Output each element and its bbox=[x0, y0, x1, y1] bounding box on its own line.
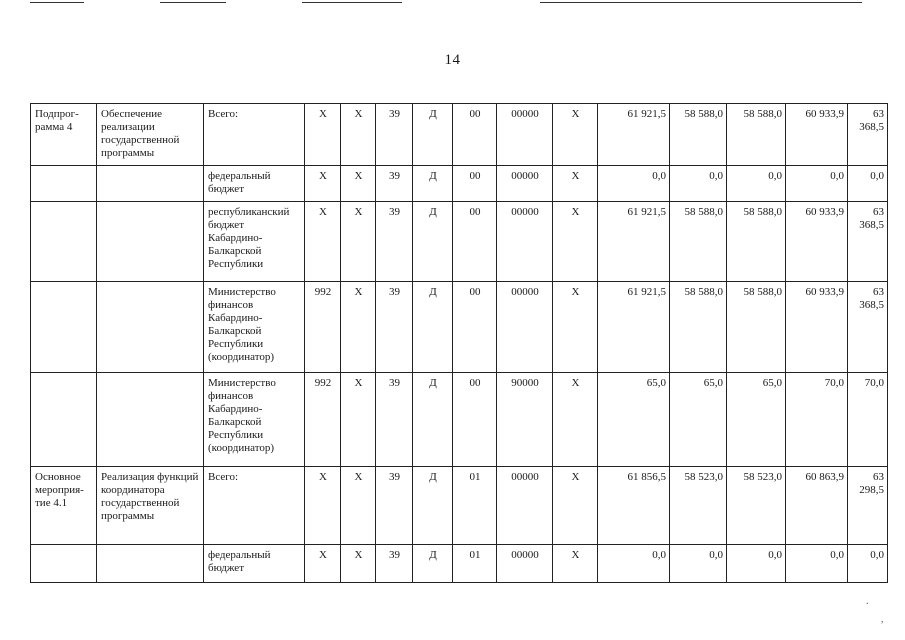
value-cell: 61 856,5 bbox=[598, 467, 670, 545]
code-program-cell: 39 bbox=[376, 467, 413, 545]
scan-mark: . bbox=[866, 596, 869, 607]
value-cell: 63 368,5 bbox=[848, 104, 888, 166]
value-cell: 70,0 bbox=[848, 373, 888, 467]
value-cell: 63 298,5 bbox=[848, 467, 888, 545]
table-body bbox=[31, 104, 888, 583]
value-cell: 61 921,5 bbox=[598, 104, 670, 166]
source-cell: федеральный бюджет bbox=[204, 166, 305, 202]
rz-cell: Х bbox=[341, 545, 376, 583]
code-direction-cell: 00000 bbox=[497, 202, 553, 282]
code-subprogram-cell: Д bbox=[413, 545, 453, 583]
value-cell: 0,0 bbox=[786, 545, 848, 583]
code-program-cell: 39 bbox=[376, 202, 413, 282]
value-cell: 63 368,5 bbox=[848, 282, 888, 373]
vr-cell: Х bbox=[553, 282, 598, 373]
vr-cell: Х bbox=[553, 166, 598, 202]
name-cell bbox=[97, 202, 204, 282]
header-rule bbox=[302, 2, 402, 3]
program-cell bbox=[31, 202, 97, 282]
rz-cell: Х bbox=[341, 373, 376, 467]
rz-cell: Х bbox=[341, 202, 376, 282]
name-cell bbox=[97, 166, 204, 202]
code-program-cell: 39 bbox=[376, 282, 413, 373]
value-cell: 65,0 bbox=[670, 373, 727, 467]
code-subprogram-cell: Д bbox=[413, 166, 453, 202]
program-cell bbox=[31, 166, 97, 202]
value-cell: 58 523,0 bbox=[670, 467, 727, 545]
code-subprogram-cell: Д bbox=[413, 104, 453, 166]
code-direction-cell: 00000 bbox=[497, 467, 553, 545]
page-number: 14 bbox=[444, 52, 461, 68]
code-event-cell: 01 bbox=[453, 467, 497, 545]
value-cell: 58 588,0 bbox=[727, 282, 786, 373]
source-cell: Министерство финансов Кабардино-Балкарской Республики (координатор) bbox=[204, 282, 305, 373]
value-cell: 65,0 bbox=[727, 373, 786, 467]
grbs-cell: Х bbox=[305, 202, 341, 282]
value-cell: 58 588,0 bbox=[670, 202, 727, 282]
program-cell bbox=[31, 373, 97, 467]
value-cell: 60 933,9 bbox=[786, 202, 848, 282]
source-cell: Министерство финансов Кабардино-Балкарской Республики (координатор) bbox=[204, 373, 305, 467]
value-cell: 58 588,0 bbox=[727, 104, 786, 166]
vr-cell: Х bbox=[553, 202, 598, 282]
grbs-cell: Х bbox=[305, 545, 341, 583]
program-cell: Основное мероприя-тие 4.1 bbox=[31, 467, 97, 545]
value-cell: 0,0 bbox=[670, 166, 727, 202]
value-cell: 0,0 bbox=[786, 166, 848, 202]
code-event-cell: 00 bbox=[453, 104, 497, 166]
value-cell: 70,0 bbox=[786, 373, 848, 467]
program-cell bbox=[31, 545, 97, 583]
rz-cell: Х bbox=[341, 166, 376, 202]
vr-cell: Х bbox=[553, 373, 598, 467]
table-row bbox=[31, 467, 888, 545]
code-event-cell: 00 bbox=[453, 282, 497, 373]
grbs-cell: 992 bbox=[305, 282, 341, 373]
code-direction-cell: 00000 bbox=[497, 104, 553, 166]
source-cell: Всего: bbox=[204, 104, 305, 166]
value-cell: 60 933,9 bbox=[786, 104, 848, 166]
table-row bbox=[31, 104, 888, 166]
code-event-cell: 01 bbox=[453, 545, 497, 583]
program-cell bbox=[31, 282, 97, 373]
value-cell: 63 368,5 bbox=[848, 202, 888, 282]
vr-cell: Х bbox=[553, 104, 598, 166]
scan-mark: , bbox=[881, 614, 884, 625]
code-direction-cell: 00000 bbox=[497, 166, 553, 202]
source-cell: Всего: bbox=[204, 467, 305, 545]
grbs-cell: 992 bbox=[305, 373, 341, 467]
vr-cell: Х bbox=[553, 545, 598, 583]
code-direction-cell: 90000 bbox=[497, 373, 553, 467]
table-row bbox=[31, 373, 888, 467]
code-subprogram-cell: Д bbox=[413, 467, 453, 545]
name-cell: Реализация функций координатора государственной программы bbox=[97, 467, 204, 545]
name-cell: Обеспечение реализации государственной программы bbox=[97, 104, 204, 166]
code-program-cell: 39 bbox=[376, 166, 413, 202]
code-subprogram-cell: Д bbox=[413, 282, 453, 373]
source-cell: федеральный бюджет bbox=[204, 545, 305, 583]
value-cell: 65,0 bbox=[598, 373, 670, 467]
value-cell: 60 933,9 bbox=[786, 282, 848, 373]
rz-cell: Х bbox=[341, 282, 376, 373]
code-subprogram-cell: Д bbox=[413, 202, 453, 282]
vr-cell: Х bbox=[553, 467, 598, 545]
name-cell bbox=[97, 373, 204, 467]
header-rule bbox=[30, 2, 84, 3]
budget-table bbox=[30, 103, 888, 583]
table-row bbox=[31, 545, 888, 583]
value-cell: 0,0 bbox=[727, 166, 786, 202]
code-direction-cell: 00000 bbox=[497, 282, 553, 373]
value-cell: 0,0 bbox=[727, 545, 786, 583]
rz-cell: Х bbox=[341, 104, 376, 166]
grbs-cell: Х bbox=[305, 166, 341, 202]
rz-cell: Х bbox=[341, 467, 376, 545]
table-row bbox=[31, 166, 888, 202]
grbs-cell: Х bbox=[305, 104, 341, 166]
table-row bbox=[31, 282, 888, 373]
code-event-cell: 00 bbox=[453, 166, 497, 202]
code-direction-cell: 00000 bbox=[497, 545, 553, 583]
table-row bbox=[31, 202, 888, 282]
header-rule bbox=[540, 2, 862, 3]
value-cell: 0,0 bbox=[848, 166, 888, 202]
code-program-cell: 39 bbox=[376, 545, 413, 583]
program-cell: Подпрог-рамма 4 bbox=[31, 104, 97, 166]
header-rule bbox=[160, 2, 226, 3]
value-cell: 61 921,5 bbox=[598, 202, 670, 282]
source-cell: республиканский бюджет Кабардино-Балкарской Республики bbox=[204, 202, 305, 282]
value-cell: 0,0 bbox=[598, 166, 670, 202]
code-program-cell: 39 bbox=[376, 373, 413, 467]
value-cell: 0,0 bbox=[670, 545, 727, 583]
value-cell: 58 588,0 bbox=[727, 202, 786, 282]
value-cell: 58 588,0 bbox=[670, 104, 727, 166]
value-cell: 60 863,9 bbox=[786, 467, 848, 545]
value-cell: 61 921,5 bbox=[598, 282, 670, 373]
value-cell: 58 523,0 bbox=[727, 467, 786, 545]
code-subprogram-cell: Д bbox=[413, 373, 453, 467]
code-program-cell: 39 bbox=[376, 104, 413, 166]
grbs-cell: Х bbox=[305, 467, 341, 545]
value-cell: 58 588,0 bbox=[670, 282, 727, 373]
code-event-cell: 00 bbox=[453, 373, 497, 467]
value-cell: 0,0 bbox=[848, 545, 888, 583]
value-cell: 0,0 bbox=[598, 545, 670, 583]
name-cell bbox=[97, 282, 204, 373]
name-cell bbox=[97, 545, 204, 583]
code-event-cell: 00 bbox=[453, 202, 497, 282]
